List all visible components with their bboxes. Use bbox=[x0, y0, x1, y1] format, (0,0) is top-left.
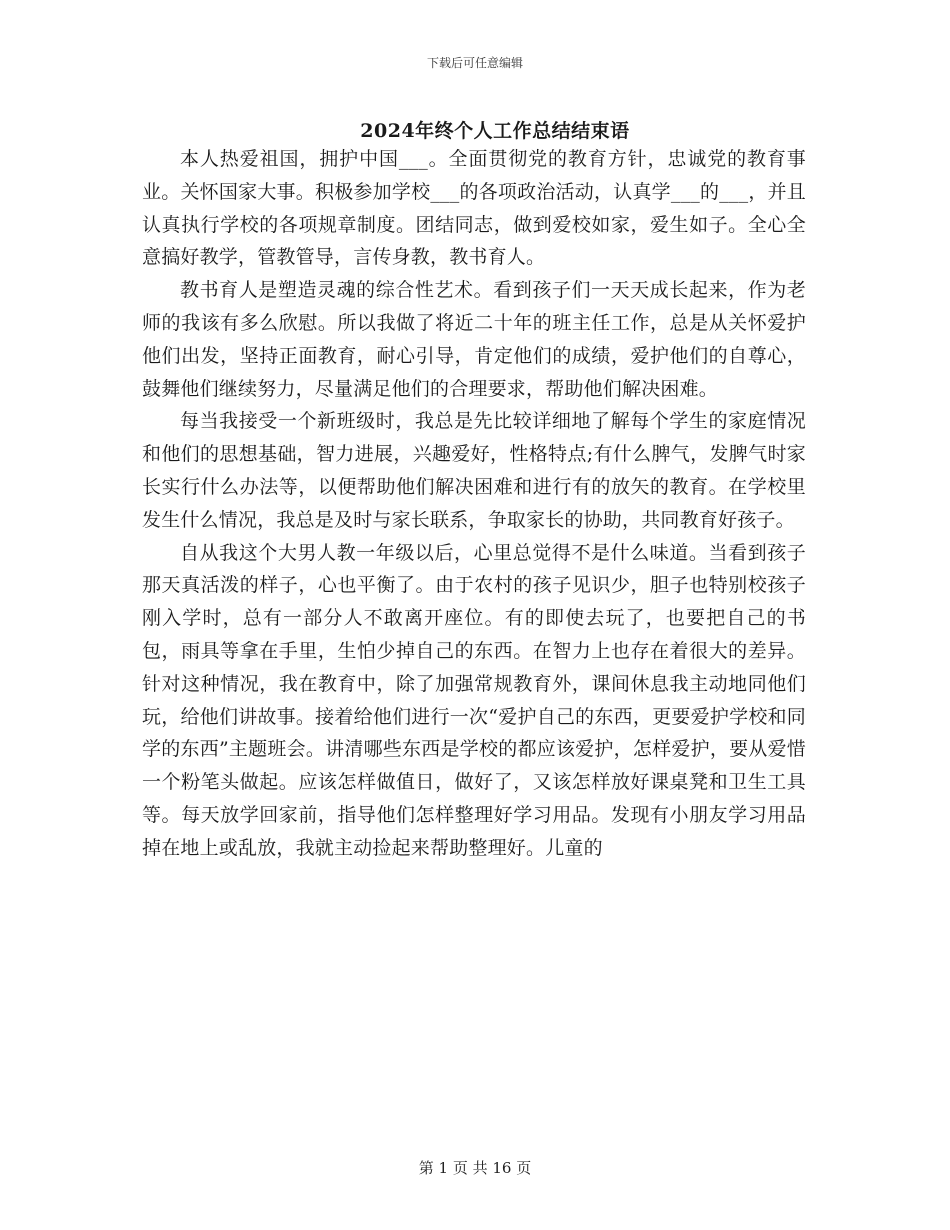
page-number-footer: 第 1 页 共 16 页 bbox=[418, 1159, 532, 1177]
header-note: 下载后可任意编辑 bbox=[426, 56, 523, 70]
document-body bbox=[142, 143, 806, 865]
document-title: 2024年终个人工作总结结束语 bbox=[360, 120, 630, 142]
paragraph-3: 每当我接受一个新班级时，我总是先比较详细地了解每个学生的家庭情况和他们的思想基础，智力进展，兴趣爱好，性格特点;有什么脾气，发脾气时家长实行什么办法等，以便帮助他们解决困难和进行有的放矢的教育。在学校里发生什么情况，我总是及时与家长联系，争取家长的协助，共同教育好孩子。 bbox=[142, 410, 806, 531]
paragraph-2: 教书育人是塑造灵魂的综合性艺术。看到孩子们一天天成长起来，作为老师的我该有多么欣慰。所以我做了将近二十年的班主任工作，总是从关怀爱护他们出发，坚持正面教育，耐心引导，肯定他们的成绩，爱护他们的自尊心，鼓舞他们继续努力，尽量满足他们的合理要求，帮助他们解决困难。 bbox=[142, 279, 806, 400]
paragraph-4: 自从我这个大男人教一年级以后，心里总觉得不是什么味道。当看到孩子那天真活泼的样子，心也平衡了。由于农村的孩子见识少，胆子也特别校孩子刚入学时，总有一部分人不敢离开座位。有的即使去玩了，也要把自己的书包，雨具等拿在手里，生怕少掉自己的东西。在智力上也存在着很大的差异。针对这种情况，我在教育中，除了加强常规教育外，课间休息我主动地同他们玩，给他们讲故事。接着给他们进行一次“爱护自己的东西，更要爱护学校和同学的东西”主题班会。讲清哪些东西是学校的都应该爱护，怎样爱护，要从爱惜一个粉笔头做起。应该怎样做值日，做好了，又该怎样放好课桌凳和卫生工具等。每天放学回家前，指导他们怎样整理好学习用品。发现有小朋友学习用品掉在地上或乱放，我就主动捡起来帮助整理好。儿童的 bbox=[142, 541, 806, 859]
paragraph-1: 本人热爱祖国，拥护中国___。全面贯彻党的教育方针，忠诚党的教育事业。关怀国家大事。积极参加学校___的各项政治活动，认真学___的___，并且认真执行学校的各项规章制度。团结同志，做到爱校如家，爱生如子。全心全意搞好教学，管教管导，言传身教，教书育人。 bbox=[142, 148, 806, 269]
